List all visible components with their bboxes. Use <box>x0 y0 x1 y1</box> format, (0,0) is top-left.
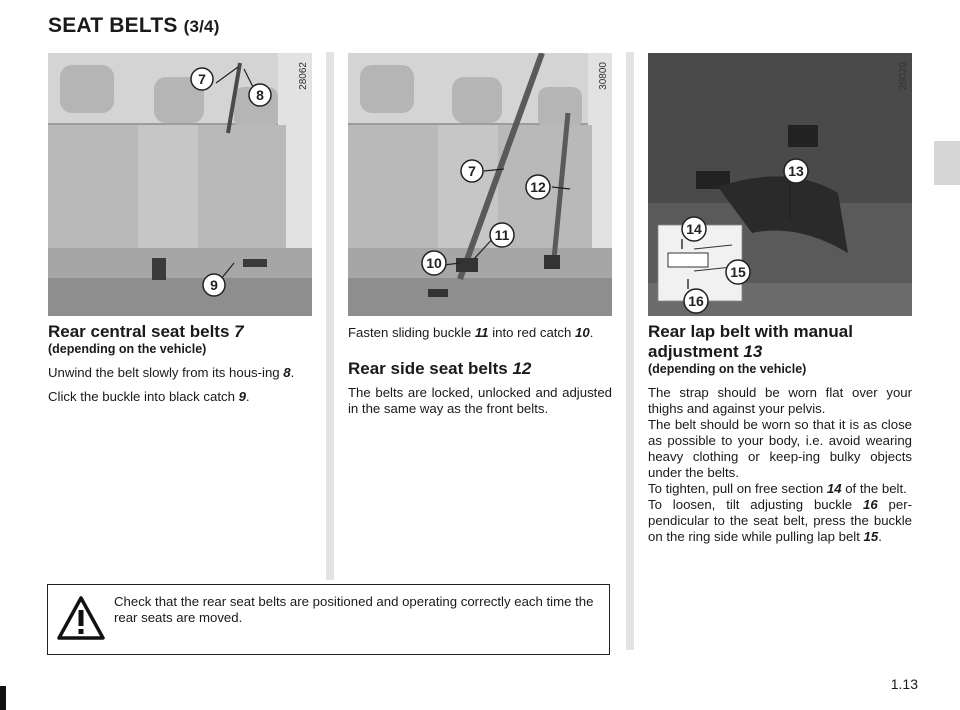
heading-lap-belt: Rear lap belt with manual adjustment 13 <box>648 322 853 361</box>
paragraph: Click the buckle into black catch 9. <box>48 389 250 404</box>
paragraph: To loosen, tilt adjusting buckle 16 per-pendicular to the seat belt, press the buckle on the ring side while pulling lap belt 15. <box>648 497 912 544</box>
column-3 <box>648 322 912 545</box>
paragraph: To tighten, pull on free section 14 of the belt. <box>648 481 907 496</box>
callout-10 <box>422 251 446 275</box>
photo-ref-number: 28020 <box>898 62 909 90</box>
column-1 <box>48 322 312 413</box>
page-title <box>48 14 220 38</box>
title-subtitle: (3/4) <box>183 17 220 36</box>
heading-rear-side: Rear side seat belts 12 <box>348 359 532 378</box>
callout-7 <box>191 68 213 90</box>
dependency-note: (depending on the vehicle) <box>48 342 207 356</box>
svg-text:7: 7 <box>468 163 476 179</box>
heading-rear-central: Rear central seat belts 7 <box>48 322 244 341</box>
svg-text:16: 16 <box>688 293 704 309</box>
photo-rear-side-belt <box>348 53 612 316</box>
svg-text:10: 10 <box>426 255 442 271</box>
paragraph: Fasten sliding buckle 11 into red catch 10. <box>348 325 594 340</box>
svg-text:15: 15 <box>730 264 746 280</box>
svg-text:12: 12 <box>530 179 546 195</box>
column-2 <box>348 325 612 425</box>
svg-text:13: 13 <box>788 163 804 179</box>
page-number: 1.13 <box>890 676 918 692</box>
warning-triangle-icon <box>56 595 106 641</box>
callout-7b <box>461 160 483 182</box>
callout-13 <box>784 159 808 183</box>
photo-lap-belt <box>648 53 912 316</box>
photo-ref-number: 28062 <box>298 62 309 90</box>
svg-text:14: 14 <box>686 221 702 237</box>
paragraph: Unwind the belt slowly from its hous-ing 8. <box>48 365 295 380</box>
callout-12 <box>526 175 550 199</box>
corner-mark <box>0 686 6 710</box>
paragraph: The belt should be worn so that it is as close as possible to your body, i.e. avoid wearing heavy clothing or keep-ing bulky objects under the belts. <box>648 417 912 480</box>
callout-11 <box>490 223 514 247</box>
svg-text:8: 8 <box>256 87 264 103</box>
svg-text:11: 11 <box>494 227 510 243</box>
svg-text:7: 7 <box>198 71 206 87</box>
section-tab <box>934 141 960 185</box>
dependency-note: (depending on the vehicle) <box>648 362 807 376</box>
photo-rear-central-belt <box>48 53 312 316</box>
column-divider-1 <box>326 52 334 580</box>
callout-8 <box>249 84 271 106</box>
warning-text: Check that the rear seat belts are positioned and operating correctly each time the rear seats are moved. <box>114 594 594 625</box>
column-divider-2 <box>626 52 634 650</box>
photo-ref-number: 30800 <box>598 62 609 90</box>
callout-14 <box>682 217 706 241</box>
svg-text:9: 9 <box>210 277 218 293</box>
callout-15 <box>726 260 750 284</box>
paragraph: The belts are locked, unlocked and adjusted in the same way as the front belts. <box>348 385 612 416</box>
callout-9 <box>203 274 225 296</box>
warning-box <box>47 584 610 655</box>
title-text: SEAT BELTS <box>48 14 178 37</box>
paragraph: The strap should be worn flat over your thighs and against your pelvis. <box>648 385 912 416</box>
callout-16 <box>684 289 708 313</box>
